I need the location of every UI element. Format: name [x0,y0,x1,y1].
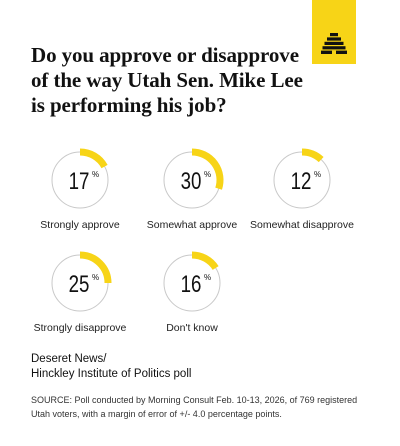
source-org-line-1: Deseret News/ [31,353,107,365]
logo-badge [312,0,356,64]
gauge-somewhat-disapprove [249,140,355,231]
gauge-value: 25 [68,270,90,298]
gauge-value: 16 [180,270,202,298]
gauge-label: Somewhat disapprove [250,219,354,231]
gauge-value-arc [192,255,216,268]
gauge-strongly-approve [27,140,133,231]
source-org-line-2: Hinckley Institute of Politics poll [31,368,192,380]
gauge-strongly-disapprove [27,243,133,334]
gauge-ring [151,140,233,216]
gauge-label: Don't know [166,322,218,334]
gauge-somewhat-approve [139,140,245,231]
gauge-ring [39,243,121,319]
gauge-percent-sign: % [204,170,212,179]
gauge-label: Somewhat approve [146,219,238,231]
gauge-label: Strongly approve [40,219,120,231]
gauge-ring [39,140,121,216]
gauge-value: 17 [68,167,90,195]
gauge-ring [261,140,343,216]
gauge-percent-sign: % [92,273,100,282]
page-title: Do you approve or disapprove of the way Utah Sen. Mike Lee is performing his job? [31,43,303,117]
gauge-value: 12 [290,167,312,195]
gauge-value-arc [80,152,105,167]
gauge-percent-sign: % [314,170,322,179]
gauge-value: 30 [180,167,202,195]
gauge-don-t-know [139,243,245,334]
gauge-value-arc [302,152,321,160]
gauge-ring [151,243,233,319]
source-note: SOURCE: Poll conducted by Morning Consult Feb. 10-13, 2026, of 769 registered Utah voters, with a margin of error of +/- 4.0 percentage points. [31,395,358,419]
gauge-label: Strongly disapprove [33,322,127,334]
gauge-percent-sign: % [92,170,100,179]
gauge-percent-sign: % [204,273,212,282]
source-organization [31,352,331,382]
beehive-icon [321,33,347,55]
